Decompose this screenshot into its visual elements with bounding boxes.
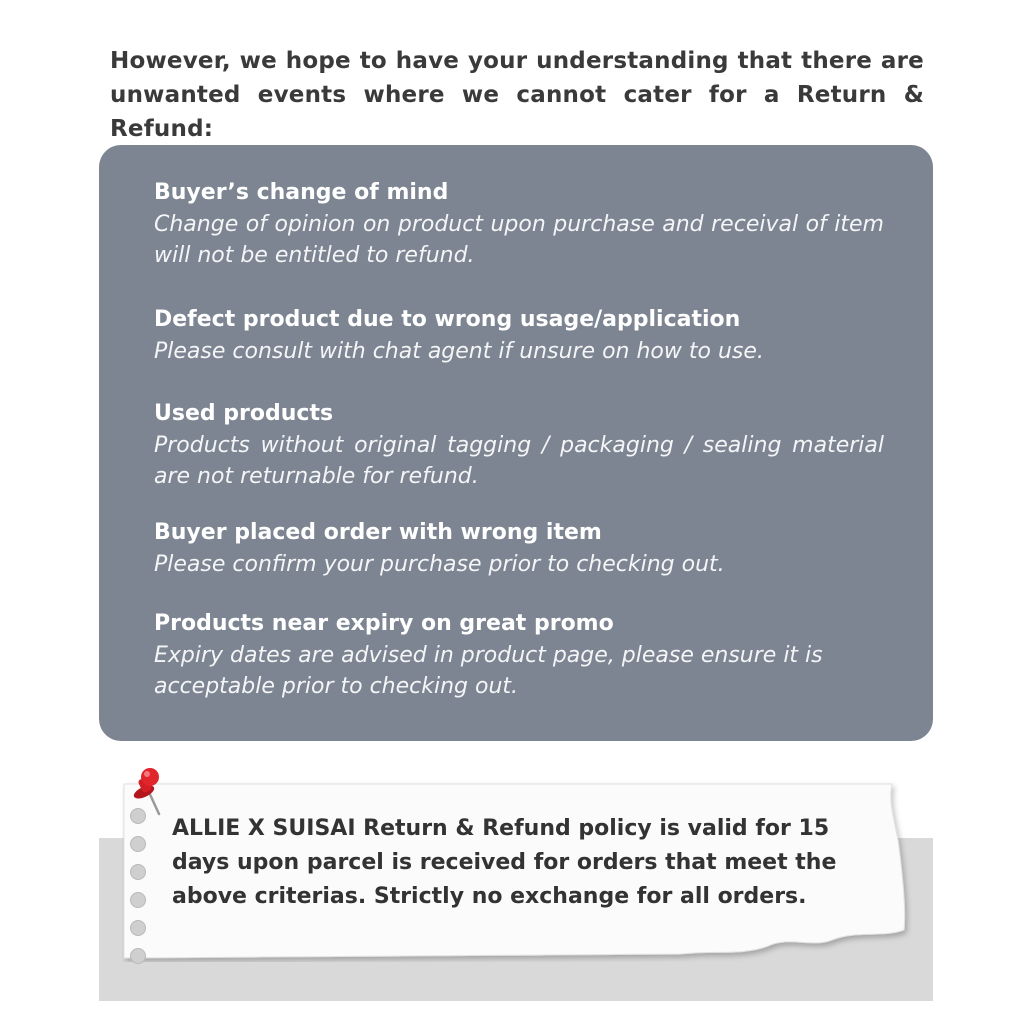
condition-title: Products near expiry on great promo (154, 611, 614, 636)
binder-holes (130, 808, 148, 976)
binder-hole-icon (130, 948, 146, 964)
binder-hole-icon (130, 836, 146, 852)
binder-hole-icon (130, 864, 146, 880)
intro-line-2: unwanted events where we cannot cater for a Return & Refund: (110, 82, 924, 142)
intro-line-1: However, we hope to have your understanding that there are (110, 48, 924, 74)
condition-title: Defect product due to wrong usage/application (154, 307, 741, 332)
condition-title: Buyer placed order with wrong item (154, 520, 602, 545)
pushpin-icon (132, 768, 168, 818)
policy-note (122, 780, 912, 962)
condition-item (154, 304, 884, 367)
condition-description: Please confirm your purchase prior to checking out. (154, 552, 725, 577)
intro-text (110, 44, 924, 146)
policy-note-text: ALLIE X SUISAI Return & Refund policy is valid for 15 days upon parcel is received for orders that meet the above criterias. Strictly no exchange for all orders. (172, 816, 837, 909)
condition-item (154, 177, 884, 271)
condition-description: Products without original tagging / packaging / sealing material are not returnable for refund. (154, 433, 884, 489)
condition-title: Used products (154, 401, 334, 426)
condition-description: Expiry dates are advised in product page, please ensure it is acceptable prior to checking out. (154, 643, 823, 699)
binder-hole-icon (130, 892, 146, 908)
binder-hole-icon (130, 920, 146, 936)
condition-item (154, 608, 884, 702)
condition-description: Change of opinion on product upon purchase and receival of item will not be entitled to refund. (154, 212, 884, 268)
condition-title: Buyer’s change of mind (154, 180, 449, 205)
condition-description: Please consult with chat agent if unsure on how to use. (154, 339, 764, 364)
non-refundable-conditions-panel (99, 145, 933, 741)
condition-item (154, 398, 884, 492)
condition-item (154, 517, 884, 580)
